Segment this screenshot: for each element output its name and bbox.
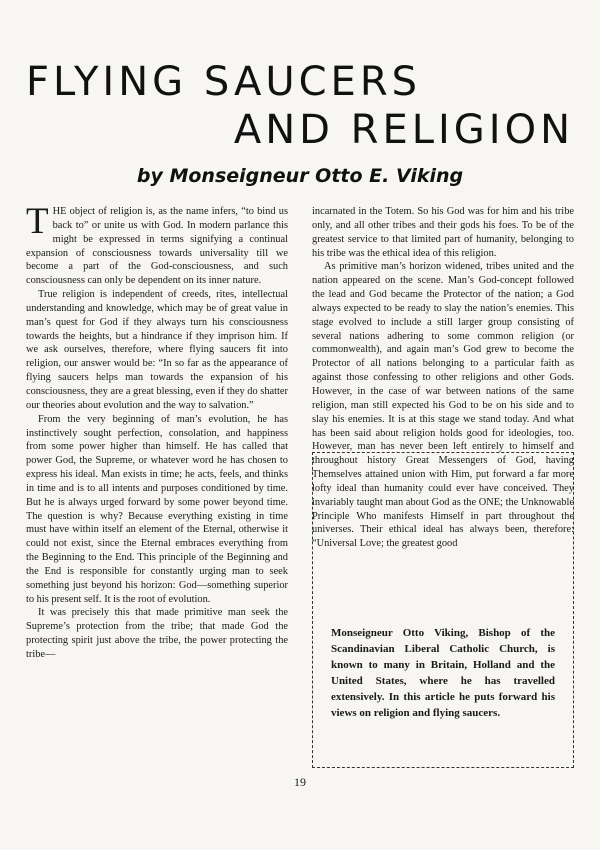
byline: by Monseigneur Otto E. Viking [136, 165, 464, 187]
page-number: 19 [294, 775, 306, 789]
title-line-1: FLYING SAUCERS [26, 59, 422, 105]
drop-cap: T [26, 201, 49, 242]
body-paragraph: It was precisely this that made primitive man seek the Supreme’s protection from the tribe; that made God the protecting spirit just above the tribe, the power protecting the tribe— [26, 607, 288, 660]
body-paragraph: True religion is independent of creeds, rites, intellectual understanding and knowledge, which may be of great value in man’s quest for God if they always turn his consciousness towards the heights, but a hindrance if they imprison him. If we ask ourselves, therefore, where flying saucers fit into religion, our answer would be: “In so far as the appearance of flying saucers helps man towards the expansion of his consciousness, they are a great blessing, even if they do shatter our theories about evolution and the way to salvation.” [26, 289, 288, 411]
author-bio-text: Monseigneur Otto Viking, Bishop of the Scandinavian Liberal Catholic Church, is known to many in Britain, Holland and the United States, where he has travelled extensively. In this article he puts forward his views on religion and flying saucers. [331, 627, 555, 719]
body-column-left [26, 201, 288, 780]
author-bio-box [312, 452, 574, 768]
body-column-right [312, 205, 574, 550]
paragraph-text: HE object of religion is, as the name infers, “to bind us back to” or unite us with God. In modern parlance this might be expressed in terms signifying a continual expansion of consciousness towards universality till we become a part of the God-consciousness, and such consciousness can only be dependent on its inner nature. [26, 206, 288, 287]
body-paragraph [26, 201, 288, 288]
body-paragraph: From the very beginning of man’s evolution, he has instinctively sought perfection, consolation, and happiness from some power higher than himself. He has called that power God, the Supreme, or whatever word he has chosen to express his ideal. Man exists in time; he acts, feels, and thinks in time and is to all intents and purposes conditioned by time. But he is always urged forward by some power beyond time. The question is why? Because everything existing in time must have within itself an element of the Eternal, otherwise it could not exist, since the Eternal embraces everything from the Beginning to the End. This principle of the Beginning and the End is responsible for constantly urging man to seek something just beyond his horizon: God—something superior to his present self. It is the root of evolution. [26, 413, 288, 605]
body-paragraph: As primitive man’s horizon widened, tribes united and the nation appeared on the scene. Man’s God-concept followed the lead and God became the Protector of the nation; a God always expected to be ready to slay the nation’s enemies. This stage evolved to include a still larger group consisting of several nations adhering to some common religion (or commonwealth), and again man’s God grew to become the Protector of all nations belonging to a particular faith as against those confessing to other religions and other Gods. However, in the case of war between nations of the same religion, man still expected his God to be on his side and to slay his enemies. It is at this stage we stand today. And what has been said about religion holds good for ideologies, too. However, man has never been left entirely to himself and throughout history Great Messengers of God, having Themselves attained union with Him, put forward a far more lofty ideal than humanity could ever have conceived. They invariably taught man about God as the ONE; the Unknowable Principle Who manifests Himself in part throughout the universes. Their ethical ideal has always been, therefore: “Universal Love; the greatest good [312, 261, 574, 550]
title-line-2: AND RELIGION [233, 107, 574, 153]
body-paragraph: incarnated in the Totem. So his God was for him and his tribe only, and all other tribes and their gods his foes. To be of the greatest service to that limited part of humanity, belonging to his tribe was the ethical idea of this religion. [312, 206, 574, 259]
